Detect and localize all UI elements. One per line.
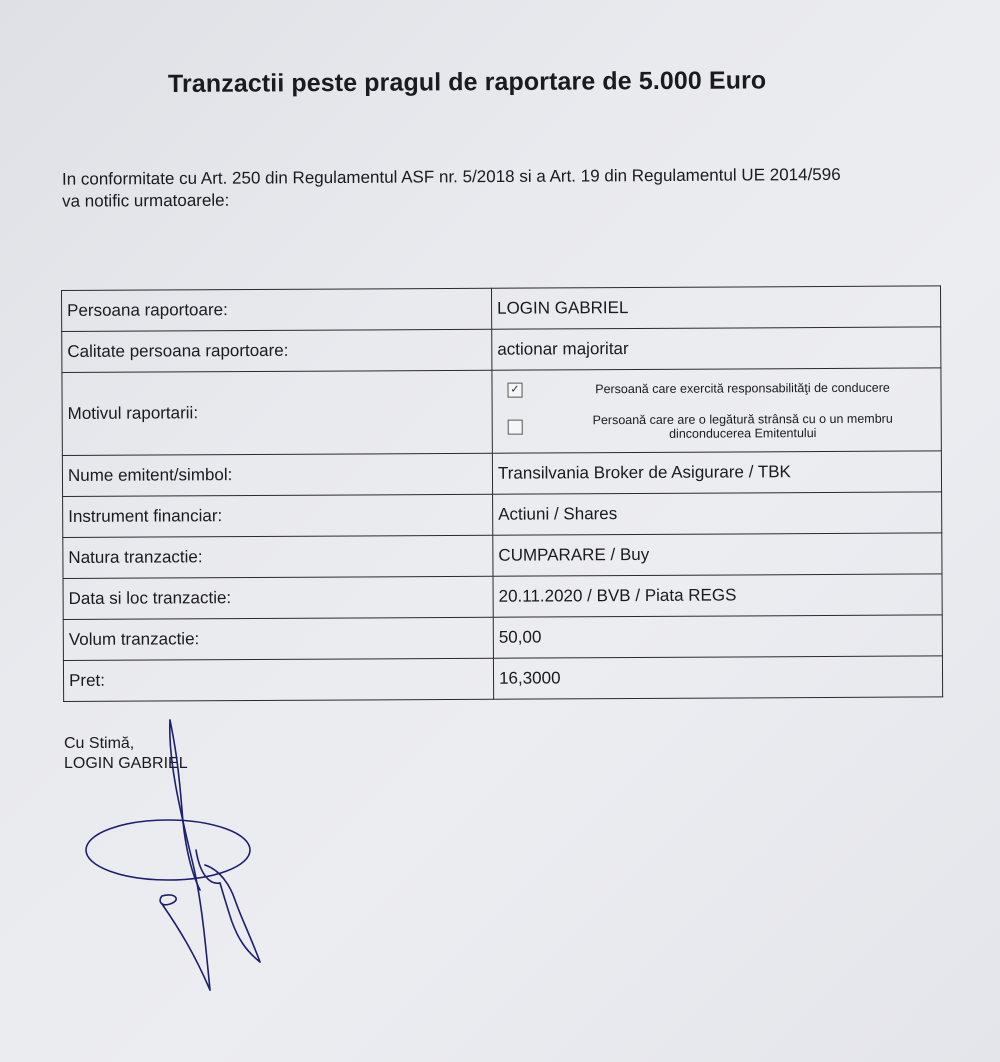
- reason-option-label: Persoană care exercită responsabilităţi de conducere: [595, 380, 890, 397]
- table-row: [63, 656, 942, 702]
- table-row: [62, 368, 941, 456]
- reason-option-label: [573, 411, 913, 441]
- row-value: CUMPARARE / Buy: [493, 533, 942, 576]
- closing-greeting: Cu Stimă,: [64, 735, 135, 752]
- reason-option: [498, 411, 935, 441]
- row-label: Instrument financiar:: [63, 494, 493, 537]
- row-value: 20.11.2020 / BVB / Piata REGS: [493, 574, 942, 617]
- reason-option: [497, 380, 934, 397]
- row-label: Volum tranzactie:: [63, 617, 493, 660]
- row-label: Natura tranzactie:: [63, 535, 493, 578]
- intro-line-2: va notific urmatoarele:: [62, 190, 230, 211]
- table-row: [62, 286, 941, 332]
- table-row: [63, 574, 942, 620]
- document-title: Tranzactii peste pragul de raportare de 5.000 Euro: [167, 66, 767, 99]
- table-row: [62, 327, 941, 373]
- reason-options: [492, 368, 941, 453]
- checkbox-unchecked-icon[interactable]: [508, 420, 523, 435]
- row-value: Actiuni / Shares: [493, 492, 942, 535]
- reason-option-label-line-2: dinconducerea Emitentului: [669, 425, 817, 441]
- table-row: [63, 492, 942, 538]
- report-table: [61, 285, 943, 702]
- row-label: Nume emitent/simbol:: [62, 453, 492, 496]
- row-value: Transilvania Broker de Asigurare / TBK: [492, 451, 941, 494]
- table-row: [62, 451, 941, 497]
- closing-name: LOGIN GABRIEL: [64, 755, 188, 772]
- table-row: [63, 615, 942, 661]
- row-value: LOGIN GABRIEL: [491, 286, 940, 329]
- row-label: Pret:: [63, 658, 493, 701]
- row-label: Calitate persoana raportoare:: [62, 329, 492, 372]
- row-value: 50,00: [493, 615, 942, 658]
- reason-option-label-line-1: Persoană care are o legătură strânsă cu o un membru: [592, 411, 893, 427]
- handwritten-signature: [70, 700, 290, 1000]
- row-label: Motivul raportarii:: [62, 370, 492, 455]
- row-label: Persoana raportoare:: [62, 288, 492, 331]
- intro-paragraph: [62, 163, 942, 212]
- row-label: Data si loc tranzactie:: [63, 576, 493, 619]
- checkbox-checked-icon[interactable]: ✓: [507, 382, 522, 397]
- row-value: actionar majoritar: [492, 327, 941, 370]
- intro-line-1: In conformitate cu Art. 250 din Regulamentul ASF nr. 5/2018 si a Art. 19 din Regulamentul UE 2014/596: [61, 164, 841, 189]
- row-value: 16,3000: [493, 656, 942, 699]
- table-row: [63, 533, 942, 579]
